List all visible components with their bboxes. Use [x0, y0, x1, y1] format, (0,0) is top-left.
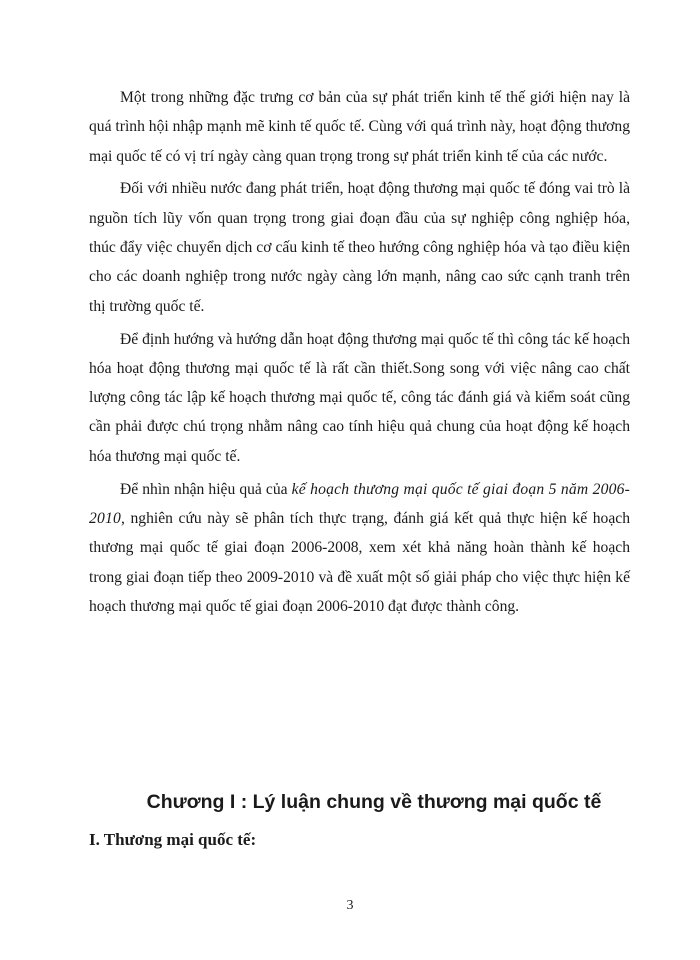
paragraph-4 [89, 475, 630, 621]
paragraph-2: Đối với nhiều nước đang phát triển, hoạt động thương mại quốc tế đóng vai trò là nguồn tích lũy vốn quan trọng trong giai đoạn đầu của sự nghiệp công nghiệp hóa, thúc đẩy việc chuyển dịch cơ cấu kinh tế theo hướng công nghiệp hóa và tạo điều kiện cho các doanh nghiệp trong nước ngày càng lớn mạnh, nâng cao sức cạnh tranh trên thị trường quốc tế. [89, 180, 630, 315]
paragraph-4-suffix: , nghiên cứu này sẽ phân tích thực trạng, đánh giá kết quả thực hiện kế hoạch thương mại quốc tế giai đoạn 2006-2008, xem xét khả năng hoàn thành kế hoạch trong giai đoạn tiếp theo 2009-2010 và đề xuất một số giải pháp cho việc thực hiện kế hoạch thương mại quốc tế giai đoạn 2006-2010 đạt được thành công. [89, 509, 630, 615]
paragraph-4-italic-plan-title: kế hoạch thương mại quốc tế giai đoạn 5 năm 2006-2010 [89, 480, 630, 527]
paragraph-1: Một trong những đặc trưng cơ bản của sự phát triển kinh tế thế giới hiện nay là quá trình hội nhập mạnh mẽ kinh tế quốc tế. Cùng với quá trình này, hoạt động thương mại quốc tế có vị trí ngày càng quan trọng trong sự phát triển kinh tế của các nước. [89, 89, 630, 165]
section-title: I. Thương mại quốc tế: [89, 830, 257, 849]
paragraph-4-prefix: Để nhìn nhận hiệu quả của [120, 480, 292, 498]
body-text [89, 83, 630, 621]
paragraph-3: Để định hướng và hướng dẫn hoạt động thương mại quốc tế thì công tác kế hoạch hóa hoạt động thương mại quốc tế là rất cần thiết.Song song với việc nâng cao chất lượng công tác lập kế hoạch thương mại quốc tế, công tác đánh giá và kiểm soát cũng cần phải được chú trọng nhằm nâng cao tính hiệu quả chung của hoạt động kế hoạch hóa thương mại quốc tế. [89, 330, 630, 465]
chapter-title: Chương I : Lý luận chung về thương mại quốc tế [146, 791, 602, 813]
page-number: 3 [346, 898, 354, 913]
